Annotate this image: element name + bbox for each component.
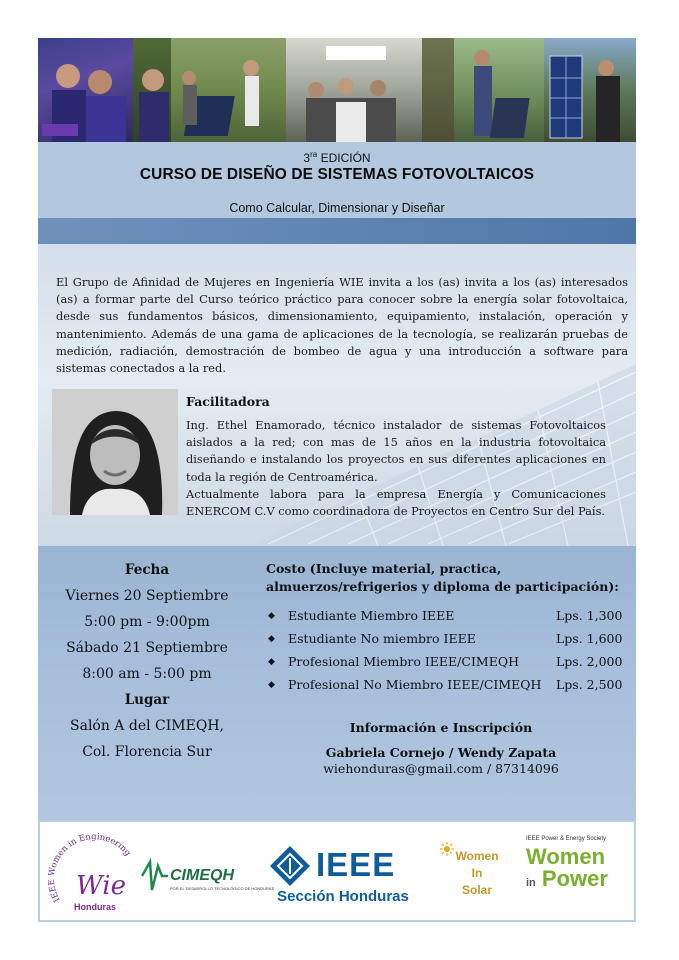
price-row <box>266 650 636 673</box>
wip-power-line <box>526 868 634 894</box>
ieee-wordmark: IEEE <box>316 846 396 883</box>
price-value: Lps. 1,300 <box>556 608 623 623</box>
wip-power: Power <box>541 866 608 891</box>
details-section <box>38 546 636 820</box>
svg-text:IEEE Women in Engineering: IEE Women in Engineering <box>48 832 133 904</box>
facilitator-current-job: Actualmente labora para la empresa Energía y Comunicaciones ENERCOM C.V como coordinadora de Proyectos en Centro Sur del País. <box>186 486 606 519</box>
divider-stripe <box>38 218 636 244</box>
date-line: Sábado 21 Septiembre <box>66 640 228 656</box>
price-row <box>266 627 636 650</box>
schedule-column <box>38 546 256 760</box>
outdoor-photo <box>454 38 544 142</box>
facilitator-heading: Facilitadora <box>186 394 270 409</box>
diamond-bullet-icon: ◆ <box>268 679 275 690</box>
svg-text:POR EL DESARROLLO TECNOLÓGICO: POR EL DESARROLLO TECNOLÓGICO DE HONDURAS <box>170 886 275 891</box>
price-label: Profesional No Miembro IEEE/CIMEQH <box>288 677 542 692</box>
photo-collage <box>38 38 636 142</box>
price-label: Estudiante No miembro IEEE <box>288 631 476 646</box>
price-row <box>266 673 636 696</box>
flyer <box>38 38 636 922</box>
diamond-bullet-icon: ◆ <box>268 633 275 644</box>
diamond-bullet-icon: ◆ <box>268 610 275 621</box>
contact-names: Gabriela Cornejo / Wendy Zapata <box>325 745 557 760</box>
registration-heading: Información e Inscripción <box>349 720 533 735</box>
price-row <box>266 604 636 627</box>
women-in-solar-text <box>444 848 510 899</box>
svg-text:Wie: Wie <box>76 871 126 901</box>
wip-women: Women <box>526 844 606 869</box>
price-label: Estudiante Miembro IEEE <box>288 608 455 623</box>
time-line: 8:00 am - 5:00 pm <box>82 666 212 682</box>
ieee-diamond-icon <box>268 844 312 888</box>
wip-in: in <box>526 877 536 889</box>
wie-honduras-logo <box>48 830 138 916</box>
facilitator-bio-text: Ing. Ethel Enamorado, técnico instalador de sistemas Fotovoltaicos aislados a la red; con mas de 15 años en la industria fotovoltaica diseñando e instalando los proyectos en sus diferentes aplicaciones en toda la región de Centroamérica. <box>186 418 606 484</box>
cimeqh-logo <box>140 856 275 896</box>
intro-paragraph: El Grupo de Afinidad de Mujeres en Ingeniería WIE invita a los (as) invita a los (as) interesados (as) a formar parte del Curso teórico práctico para conocer sobre la energía solar fotovoltaica, desde sus fundamentos básicos, dimensionamiento, equipamiento, instalación, operación y mantenimiento. Además de una gama de aplicaciones de la tecnología, se realizarán pruebas de medición, radiación, demostración de bombeo de agua y una introducción a software para sistemas conectados a la red. <box>56 275 628 376</box>
facilitator-portrait <box>52 389 178 515</box>
date-heading: Fecha <box>124 562 170 578</box>
price-label: Profesional Miembro IEEE/CIMEQH <box>288 654 519 669</box>
group-photo <box>38 38 133 142</box>
price-value: Lps. 1,600 <box>556 631 623 646</box>
women-in-power-logo <box>526 836 634 916</box>
place-line: Col. Florencia Sur <box>82 744 212 760</box>
place-line: Salón A del CIMEQH, <box>70 718 224 734</box>
svg-text:CIMEQH: CIMEQH <box>170 867 234 884</box>
time-line: 5:00 pm - 9:00pm <box>84 614 210 630</box>
cost-heading: Costo (Incluye material, practica, almuerzos/refrigerios y diploma de participación): <box>266 561 619 594</box>
wip-society-name: IEEE Power & Energy Society <box>526 836 607 842</box>
price-value: Lps. 2,000 <box>556 654 623 669</box>
date-line: Viernes 20 Septiembre <box>65 588 229 604</box>
wis-line: Solar <box>461 883 492 897</box>
group-photo <box>133 38 171 142</box>
cost-column <box>266 546 636 776</box>
solar-panel-photo <box>544 38 636 142</box>
price-value: Lps. 2,500 <box>556 677 623 692</box>
intro-section <box>38 244 636 546</box>
ieee-section-name: Sección Honduras <box>277 888 409 905</box>
group-photo <box>422 38 454 142</box>
edition-label: $3^{ra}$ EDICIÓN <box>303 150 371 165</box>
place-heading: Lugar <box>124 692 170 708</box>
workshop-photo <box>286 38 422 142</box>
course-subtitle: Como Calcular, Dimensionar y Diseñar <box>229 201 445 215</box>
wis-line: In <box>471 866 483 880</box>
training-photo <box>171 38 286 142</box>
contact-details: wiehonduras@gmail.com / 87314096 <box>323 761 559 776</box>
course-title: CURSO DE DISEÑO DE SISTEMAS FOTOVOLTAICOS <box>139 166 535 183</box>
ieee-seccion-honduras-logo <box>268 844 418 914</box>
sponsor-logos <box>38 820 636 922</box>
price-list <box>266 604 636 696</box>
wis-line: Women <box>455 849 499 863</box>
women-in-solar-logo <box>440 842 510 908</box>
facilitator-bio <box>186 417 606 520</box>
diamond-bullet-icon: ◆ <box>268 656 275 667</box>
svg-text:Honduras: Honduras <box>74 902 117 912</box>
